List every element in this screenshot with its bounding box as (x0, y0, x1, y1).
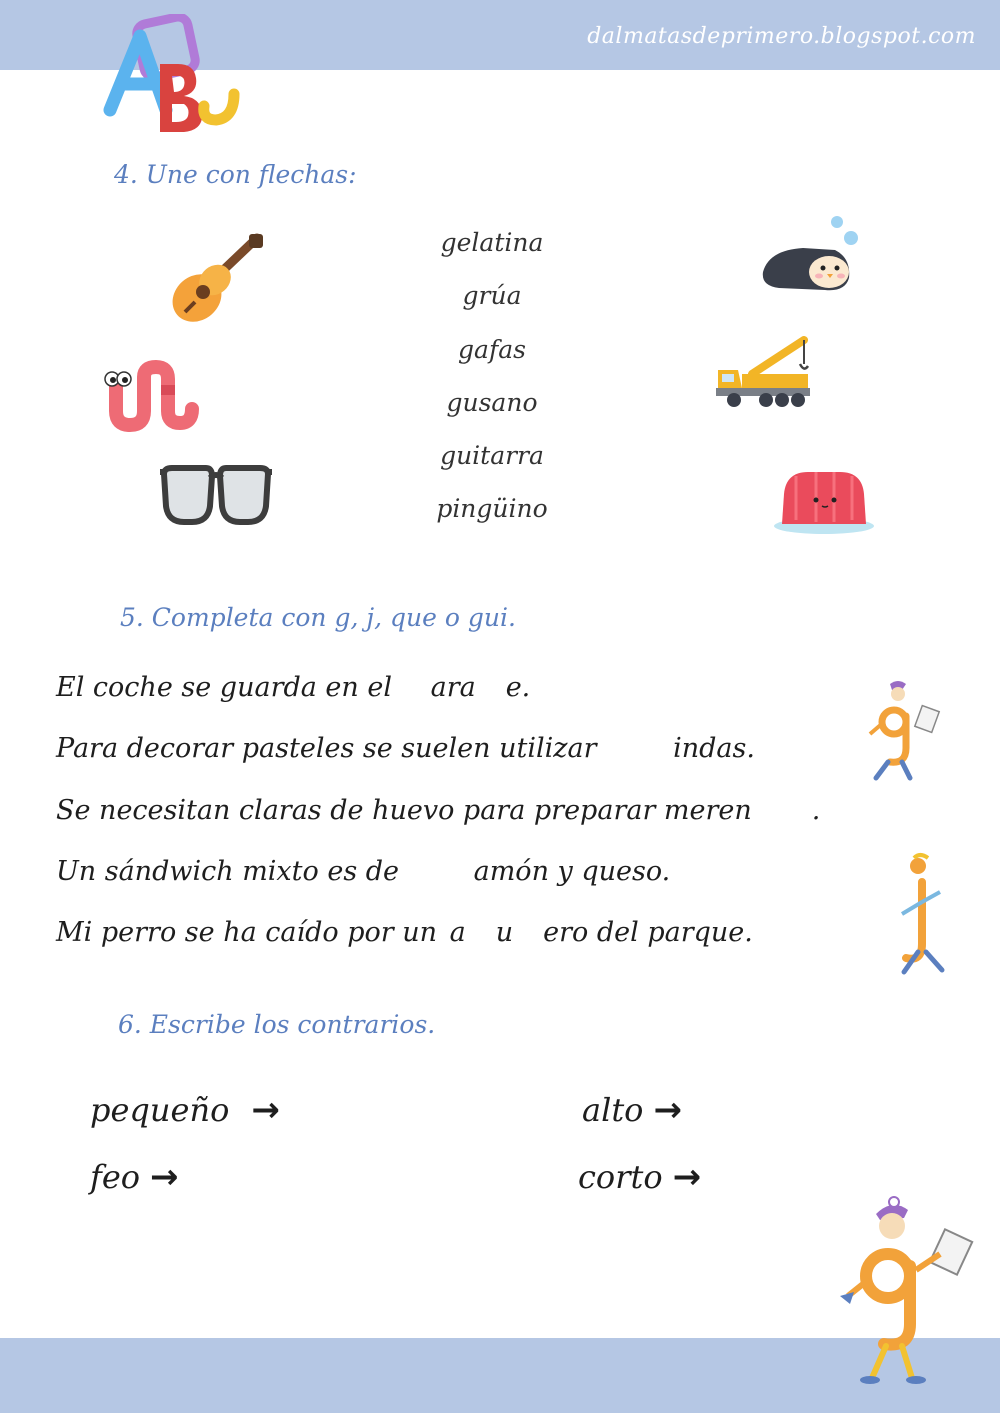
opposite-word: pequeño (90, 1091, 230, 1129)
letter-j-character-icon (888, 852, 954, 978)
letter-g-character-icon (858, 678, 942, 782)
guitar-icon (165, 232, 265, 328)
jelly-icon (772, 464, 876, 536)
word-list-item: gafas (458, 335, 526, 364)
letter-g-character-large-icon (836, 1196, 976, 1386)
sentence-2 (56, 733, 755, 764)
word-list-item: grúa (462, 281, 522, 310)
sentence-1 (56, 672, 530, 703)
sentence-4 (56, 856, 670, 887)
sentence-text: e. (505, 672, 531, 703)
arrow-icon: → (251, 1090, 280, 1130)
section-5-title: 5. Completa con g, j, que o gui. (120, 603, 516, 632)
section-6-title: 6. Escribe los contrarios. (118, 1010, 436, 1039)
sentence-3 (56, 795, 820, 826)
worm-icon (100, 355, 200, 435)
opposite-item (578, 1157, 701, 1197)
sentence-text: ara (430, 672, 476, 703)
opposite-item (582, 1090, 682, 1130)
opposite-word: alto (582, 1091, 644, 1129)
penguin-icon (755, 214, 867, 294)
word-list-item: gusano (446, 388, 538, 417)
sentence-text: indas. (673, 733, 755, 764)
opposite-word: corto (578, 1158, 663, 1196)
arrow-icon: → (150, 1157, 179, 1197)
sentence-text: El coche se guarda en el (56, 672, 401, 703)
arrow-icon: → (653, 1090, 682, 1130)
sentence-text: Un sándwich mixto es de (56, 856, 408, 887)
sentence-text: Se necesitan claras de huevo para preparar meren (56, 795, 752, 826)
sentence-text: amón y queso. (473, 856, 671, 887)
abc-logo-icon (100, 14, 250, 144)
sentence-text: u (495, 917, 514, 948)
section-4-title: 4. Une con flechas: (114, 160, 357, 189)
opposite-word: feo (90, 1158, 141, 1196)
opposite-item (90, 1157, 179, 1197)
sentence-text: Para decorar pasteles se suelen utilizar (56, 733, 606, 764)
word-list-item: pingüino (436, 494, 548, 523)
opposite-item (90, 1090, 280, 1130)
sentence-text: Mi perro se ha caído por un (56, 917, 446, 948)
sentence-text: a (449, 917, 466, 948)
sentence-text: ero del parque. (543, 917, 753, 948)
site-url: dalmatasdeprimero.blogspot.com (587, 24, 976, 49)
sentence-text: . (811, 795, 821, 826)
crane-truck-icon (712, 334, 816, 412)
glasses-icon (158, 460, 274, 530)
sentence-5 (56, 917, 753, 948)
word-list-item: gelatina (440, 228, 544, 257)
arrow-icon: → (672, 1157, 702, 1197)
word-list-item: guitarra (440, 441, 544, 470)
